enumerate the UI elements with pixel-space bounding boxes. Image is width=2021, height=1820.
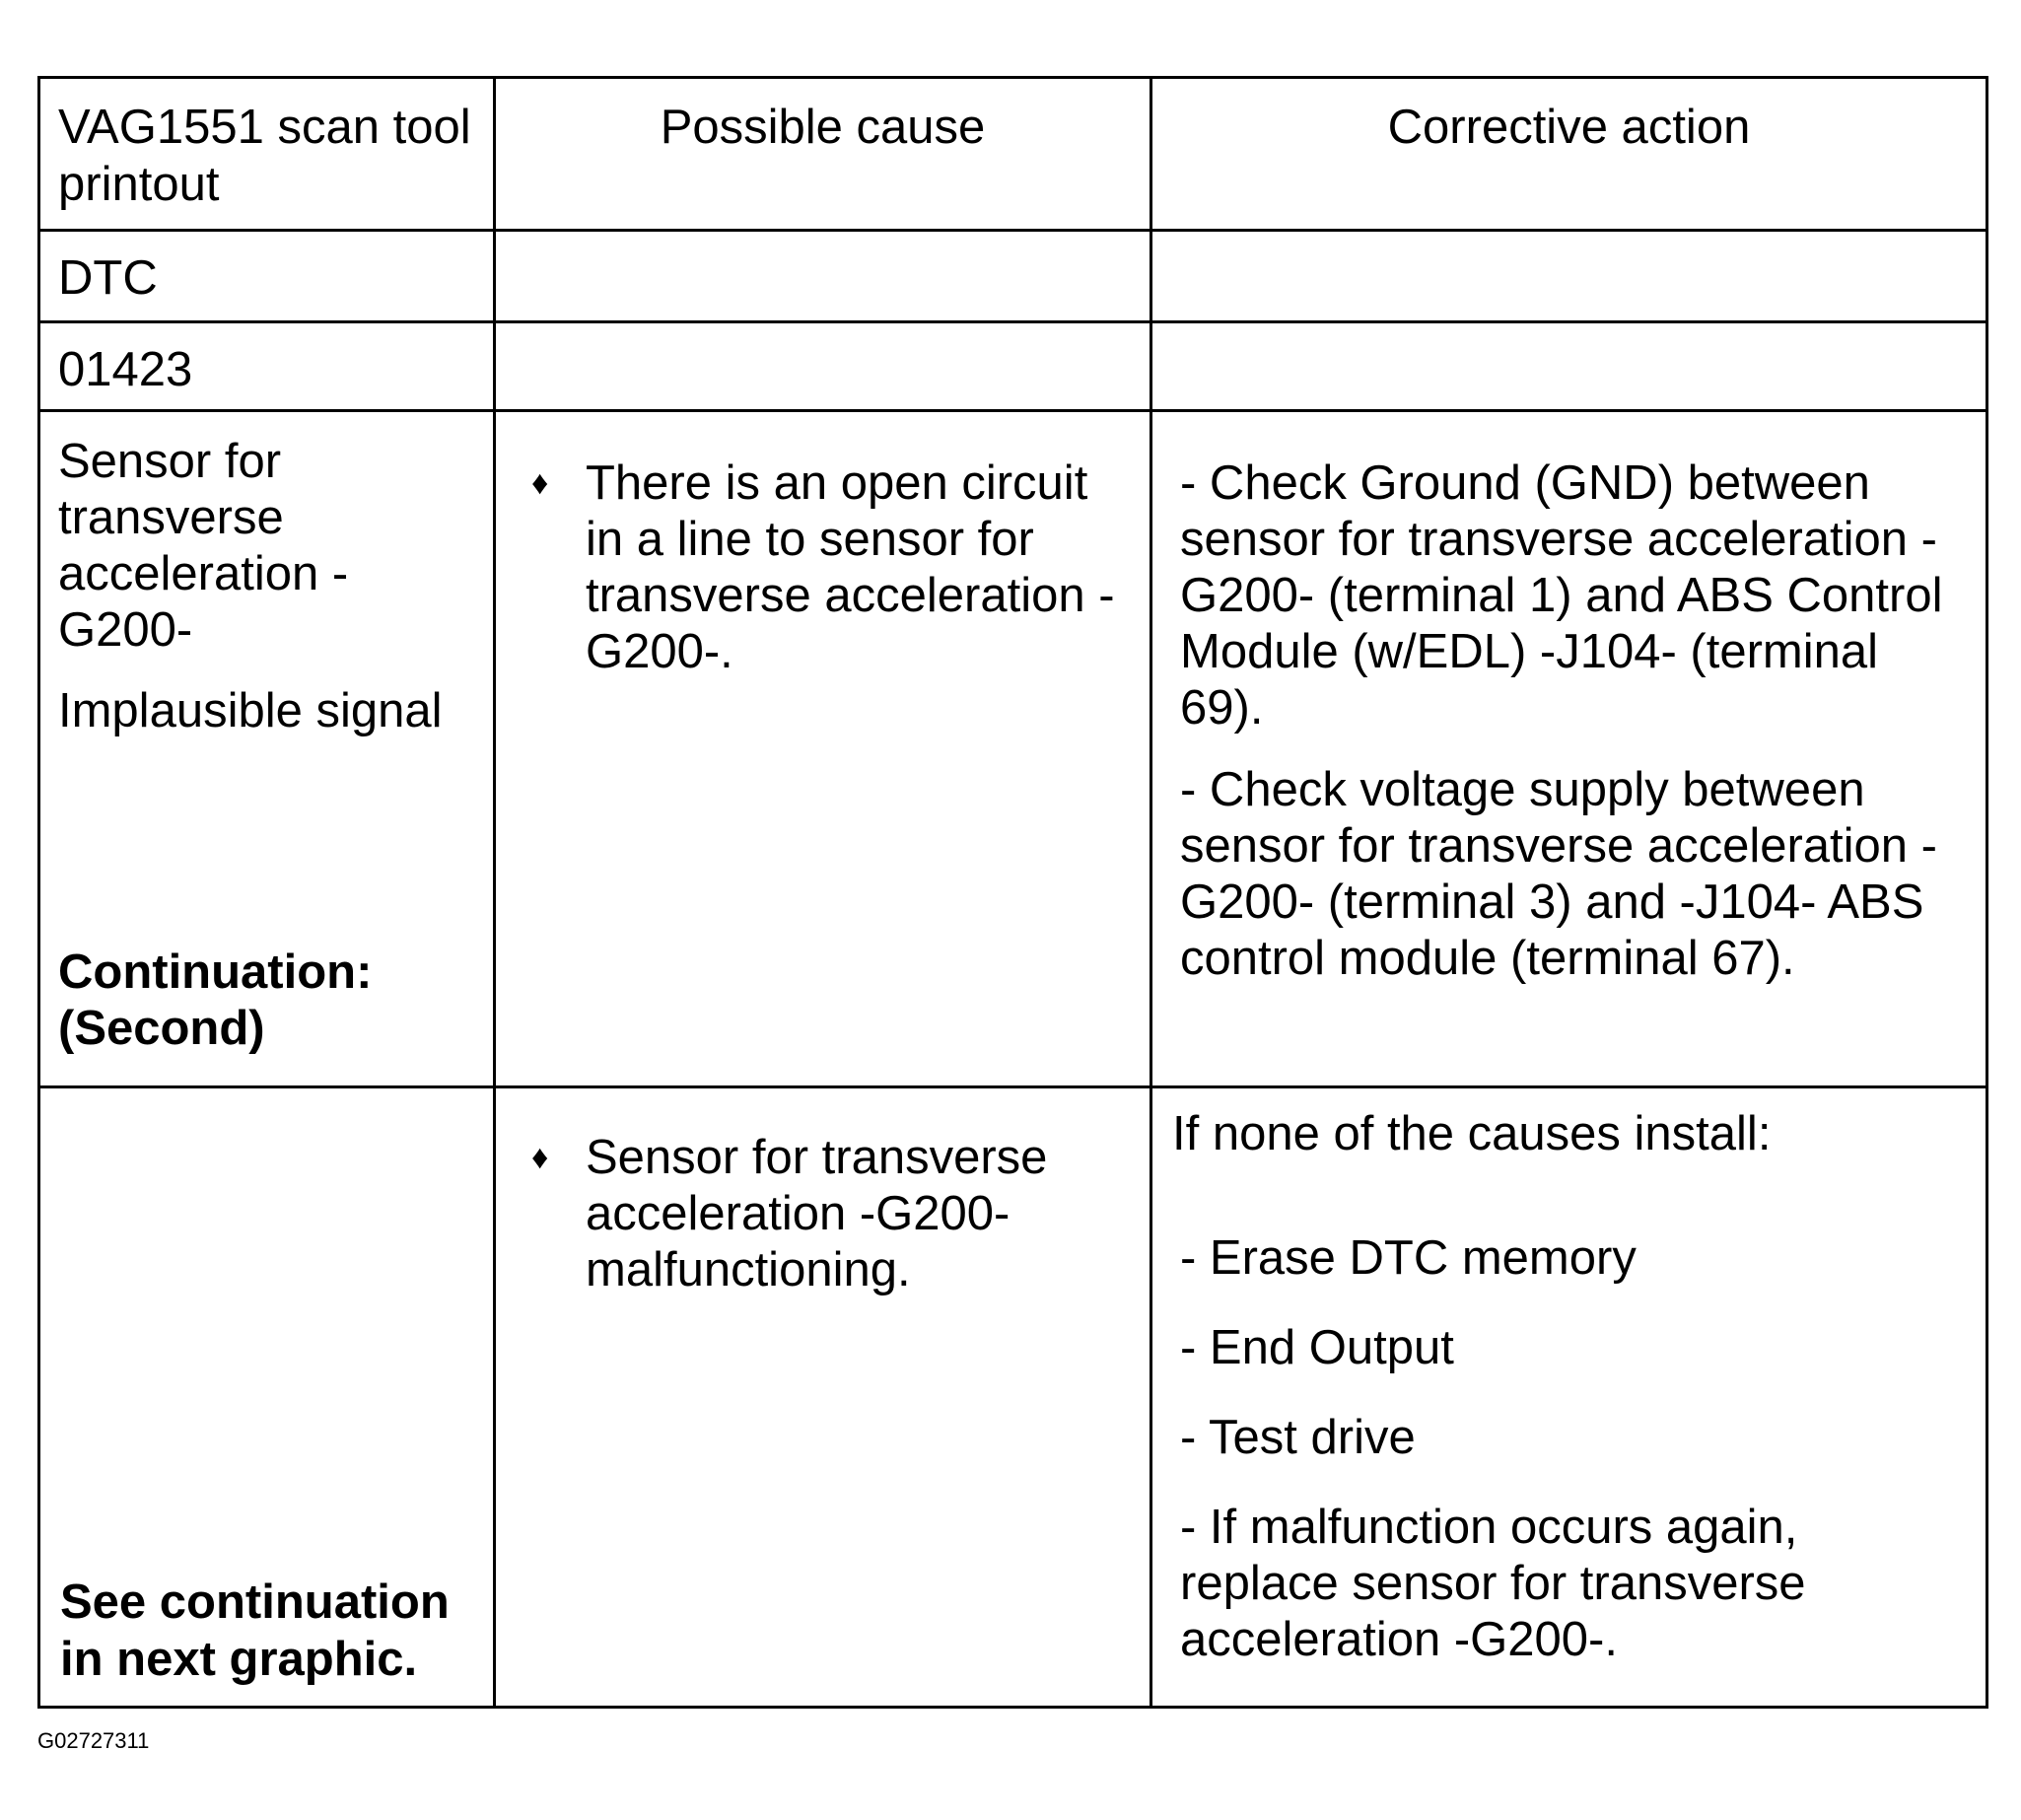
action-step: - Erase DTC memory: [1180, 1231, 1637, 1285]
possible-cause-cell: [495, 1087, 1151, 1708]
action-check-voltage: - Check voltage supply between sensor for transverse acceleration -G200- (terminal 3) and -J104- ABS control module (terminal 67).: [1180, 763, 1937, 985]
fault-entry-row: [39, 411, 1987, 1087]
cause-item: [531, 1130, 1130, 1298]
corrective-action-cell: [1151, 1087, 1987, 1708]
cause-text: Sensor for transverse acceleration -G200- malfunctioning.: [586, 1131, 1048, 1296]
continuation-note-cell: [39, 1087, 495, 1708]
dtc-code-row: [39, 322, 1987, 411]
empty-cell: [1151, 231, 1987, 322]
action-step: - Test drive: [1180, 1411, 1416, 1464]
header-possible-cause: Possible cause: [495, 78, 1151, 231]
possible-cause-cell: [495, 411, 1151, 1087]
action-check-ground: - Check Ground (GND) between sensor for transverse acceleration -G200- (terminal 1) and ABS Control Module (w/EDL) -J104- (terminal 69).: [1180, 456, 1943, 735]
cause-text: There is an open circuit in a line to sensor for transverse acceleration -G200-.: [586, 456, 1115, 678]
diamond-bullet-icon: ♦: [531, 464, 549, 502]
fault-description-cell: [39, 411, 495, 1087]
dtc-label-row: [39, 231, 1987, 322]
dtc-label: DTC: [39, 231, 495, 322]
diagnostic-table: [37, 76, 1988, 1709]
empty-cell: [495, 231, 1151, 322]
cause-item: [531, 455, 1130, 680]
header-corrective-action: Corrective action: [1151, 78, 1987, 231]
diamond-bullet-icon: ♦: [531, 1139, 549, 1176]
action-step: - End Output: [1180, 1321, 1454, 1374]
action-step: - If malfunction occurs again, replace sensor for transverse acceleration -G200-.: [1180, 1501, 1806, 1666]
continuation-label: Continuation: (Second): [58, 945, 373, 1055]
symptom-text: Implausible signal: [58, 684, 443, 737]
continuation-row: [39, 1087, 1987, 1708]
figure-id: G02727311: [37, 1728, 150, 1753]
header-scan-tool-printout: VAG1551 scan tool printout: [39, 78, 495, 231]
component-name: Sensor for transverse acceleration -G200-: [58, 435, 349, 657]
corrective-action-cell: [1151, 411, 1987, 1087]
dtc-code: 01423: [39, 322, 495, 411]
empty-cell: [1151, 322, 1987, 411]
header-row: [39, 78, 1987, 231]
see-continuation-note: See continuation in next graphic.: [60, 1575, 450, 1686]
action-intro: If none of the causes install:: [1172, 1107, 1772, 1160]
empty-cell: [495, 322, 1151, 411]
